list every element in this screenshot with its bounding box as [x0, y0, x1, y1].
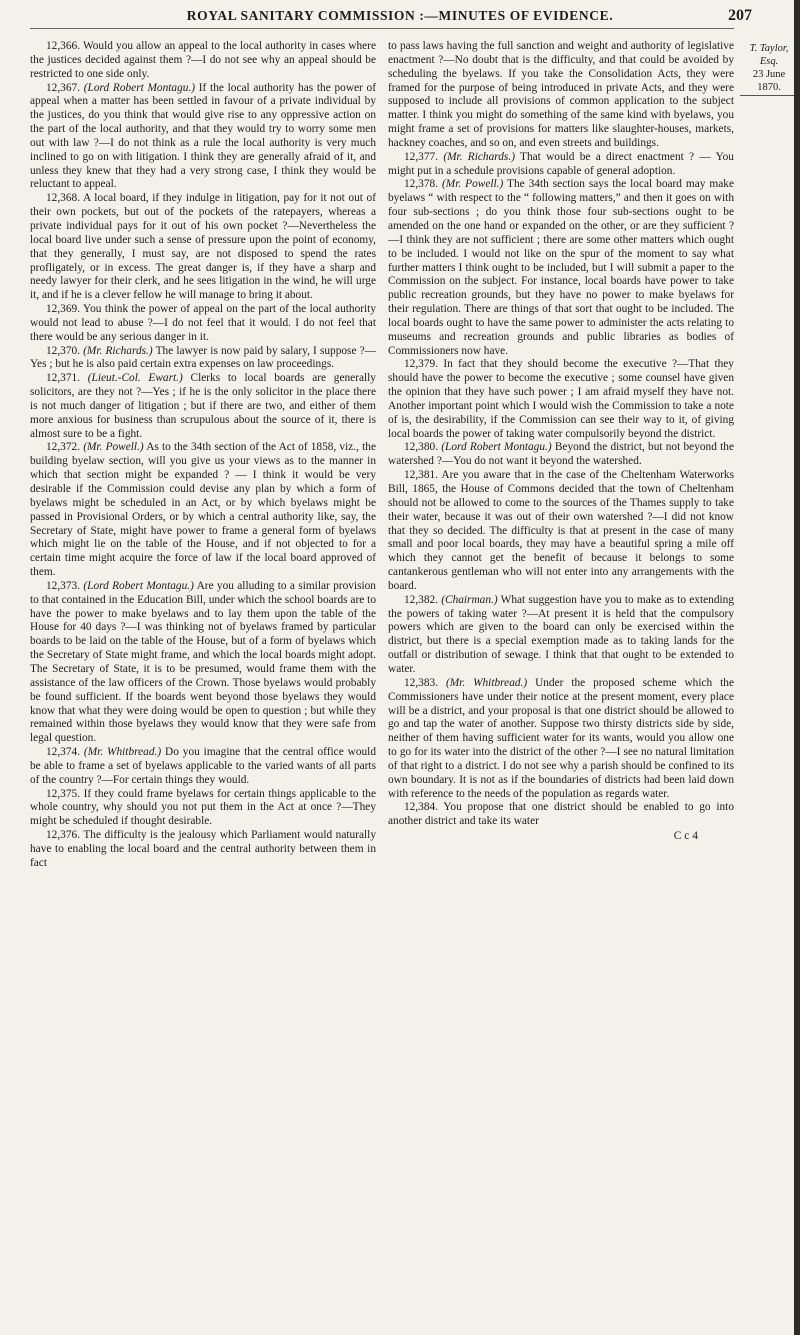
evidence-text: A local board, if they indulge in litigation, pay for it not out of their own pockets, but out of the pockets of the ratepayers, whereas a private individual pays for it out of his own pocket ?—Nevertheless the local board live under such a sense of pressure upon the point of economy, that they generally, I must say, are not disposed to spend the rates profligately, or in excess. The great danger is, if they have a sharp and needy lawyer for their clerk, and he sees litigation in the wind, he will urge it, and if he is a clever fellow he will manage to bring it about. [30, 192, 376, 302]
evidence-text: Do you imagine that the central office would be able to frame a set of byelaws applicable to the varied wants of all parts of the country ?—For certain things they would. [30, 746, 376, 786]
evidence-paragraph [388, 178, 734, 358]
speaker-name: (Mr. Richards.) [83, 344, 153, 357]
speaker-name: (Lord Robert Montagu.) [441, 441, 552, 454]
evidence-paragraph [30, 192, 376, 303]
question-number: 12,373. [46, 579, 81, 592]
speaker-name: (Lord Robert Montagu.) [83, 579, 194, 592]
evidence-paragraph [30, 345, 376, 373]
evidence-text: What suggestion have you to make as to extending the powers of taking water ?—At present it is held that the compulsory powers which are given to the board can only be exercised within the district, but there is a special exemption made as to taking lands for the outfall or distribution of sewage. I think that that ought to be extended to water. [388, 593, 734, 675]
evidence-paragraph [30, 441, 376, 579]
evidence-text: Clerks to local boards are generally solicitors, are they not ?—Yes ; if he is the only solicitor in the place there is not much danger of litigation ; but if there are two, and either of them more anxious for business than scrupulous about the source of it, there is almost sure to be a fight. [30, 372, 376, 440]
evidence-paragraph [388, 441, 734, 469]
running-title: ROYAL SANITARY COMMISSION :—MINUTES OF EVIDENCE. [186, 8, 614, 23]
question-number: 12,382. [404, 593, 439, 606]
question-number: 12,384. [404, 801, 439, 814]
evidence-text: Under the proposed scheme which the Commissioners have under their notice at the present moment, every place will be a district, and your proposal is that one district should be allowed to go and tap the water of another. Suppose two thirsty districts side by side, neither of them having sufficient water for its wants, would you allow one to go for its water into the district of the other ?—I see no natural limitation of that right to a district. I do not see why a parish should be confined to its own boundary. It is not as if the boundaries of districts had been laid down with reference to the needs of the population as regards water. [388, 676, 734, 800]
evidence-paragraph [388, 677, 734, 802]
evidence-text: The difficulty is the jealousy which Parliament would naturally have to enabling the local board and the central authority between them in fact [30, 829, 376, 869]
speaker-name: (Mr. Powell.) [442, 178, 504, 191]
evidence-text: If the local authority has the power of appeal when a matter has been settled in favour of a private individual by the justices, do you think that would give rise to any oppressive action on the part of the local authority, and that they would try to worry some men out with law ?—I do not think as a rule the local authority is very much inclined to go on with litigation. I think they are generally afraid of it, and unless they knew that they had a very strong case, I think they would be reluctant to appeal. [30, 81, 376, 191]
question-number: 12,381. [404, 469, 439, 482]
evidence-paragraph [30, 788, 376, 830]
witness-margin-note [740, 42, 798, 96]
speaker-name: (Lieut.-Col. Ewart.) [87, 372, 183, 385]
speaker-name: (Mr. Whitbread.) [445, 676, 528, 689]
speaker-name: (Mr. Powell.) [83, 441, 144, 454]
question-number: 12,371. [46, 372, 81, 385]
evidence-paragraph [388, 151, 734, 179]
evidence-paragraph [30, 303, 376, 345]
right-column [388, 40, 734, 844]
page-number: 207 [728, 7, 752, 24]
speaker-name: (Mr. Richards.) [443, 150, 515, 163]
evidence-text: to pass laws having the full sanction and weight and authority of legislative enactment ?—No doubt that is the difficulty, and that could be avoided by scheduling the byelaws. If you take the Consolidation Acts, they were framed for the purpose of being introduced in private Acts, and they were supposed to include all provisions of common application to the subject matter. I think you might do something of the same kind with byelaws, you might frame a set of provisions for matters like slaughter-houses, markets, hackney coaches, and so on, and even streets and buildings. [388, 40, 734, 149]
evidence-paragraph [30, 40, 376, 82]
left-column [30, 40, 376, 871]
evidence-text: The 34th section says the local board may make byelaws “ with respect to the “ following matters,” and then it goes on with four sub-sections ; do you think those four sub-sections ought to be amended on the one hand or expanded on the other, or are they sufficient ?—I think they are not sufficient ; there are some other matters which ought to be included. I would not like on the spur of the moment to say what further matters I think ought to be included, but I will submit a paper to the Commission on the subject. For instance, local boards have power to take public recreation grounds, but they have no power to make byelaws for their regulation. There are things of that sort that ought to be included. The local boards ought to have the same power to administer the acts relating to museums and recreation grounds and public libraries as bodies of Commissioners now have. [388, 178, 734, 357]
question-number: 12,368. [46, 192, 81, 205]
speaker-name: (Chairman.) [441, 593, 498, 606]
evidence-paragraph [30, 746, 376, 788]
question-number: 12,377. [404, 150, 439, 163]
page-edge [794, 0, 800, 1335]
speaker-name: (Lord Robert Montagu.) [83, 81, 196, 94]
evidence-paragraph [388, 358, 734, 441]
question-number: 12,374. [46, 746, 81, 759]
evidence-text: Are you alluding to a similar provision to that contained in the Education Bill, under which the school boards are to have the power to make byelaws and to lay them upon the table of the House for 40 days ?—I was thinking not of byelaws framed by particular boards to be laid on the table of the House, but of a form of byelaws which the Secretary of State might frame, and which the local boards might adopt. The Secretary of State, it is to be presumed, would frame them with the assistance of the law officers of the Crown. Those byelaws would probably be found sufficient. If the boards went beyond those byelaws they would know that what they were doing would be open to question ; but while they remained within those byelaws they would know that they were safe from legal question. [30, 579, 376, 745]
evidence-paragraph [30, 829, 376, 871]
question-number: 12,380. [404, 441, 439, 454]
speaker-name: (Mr. Whitbread.) [83, 746, 162, 759]
question-number: 12,378. [404, 178, 439, 191]
question-number: 12,367. [46, 81, 81, 94]
question-number: 12,379. [404, 358, 439, 371]
evidence-text: Beyond the district, but not beyond the watershed ?—You do not want it beyond the watershed. [388, 441, 734, 468]
evidence-paragraph [30, 580, 376, 746]
evidence-text: Are you aware that in the case of the Cheltenham Waterworks Bill, 1865, the House of Commons decided that the town of Cheltenham should not be allowed to come to the sources of the Thames supply to take their water, because it was out of their own watershed ?—I did not know that they so decided. The difficulty is that at present in the case of many small and poor local boards, they may have a beautiful spring a mile off which they cannot get the benefit of because it belongs to some cantankerous gentleman who will not enter into any arrangements with the board. [388, 469, 734, 592]
evidence-text: As to the 34th section of the Act of 1858, viz., the building byelaw section, will you give us your views as to the manner in which that section might be expanded ? — I think it would be very desirable if the Commission could devise any plan by which a form of byelaws might be scheduled in an Act, or by which byelaws might be passed in Provisional Orders, or by which a central authority like, say, the Secretary of State, might have power to frame a general form of byelaws which might lie on the table of the House, and if not objected to for a certain time might acquire the force of law if the local board approved of them. [30, 441, 376, 579]
evidence-paragraph [388, 40, 734, 151]
witness-date: 23 June 1870. [740, 68, 798, 96]
evidence-text: Would you allow an appeal to the local authority in cases where the justices decided against them ?—I do not see why an appeal should be restricted to one side only. [30, 40, 376, 80]
question-number: 12,372. [46, 441, 81, 454]
evidence-paragraph [30, 372, 376, 441]
evidence-text: You propose that one district should be enabled to go into another district and take its water [388, 801, 734, 828]
signature-mark: C c 4 [673, 830, 698, 843]
witness-name: T. Taylor, Esq. [749, 43, 789, 67]
evidence-text: You think the power of appeal on the part of the local authority would not lead to abuse ?—I do not feel that it would. I do not feel that there would be any serious danger in it. [30, 303, 376, 343]
header-rule [30, 28, 734, 29]
evidence-paragraph [30, 82, 376, 193]
question-number: 12,366. [46, 40, 81, 52]
evidence-paragraph [388, 594, 734, 677]
question-number: 12,375. [46, 787, 81, 800]
evidence-text: The lawyer is now paid by salary, I suppose ?—Yes ; but he is also paid certain extra expenses on law proceedings. [30, 344, 376, 371]
page-header [0, 6, 800, 30]
evidence-paragraph [388, 469, 734, 594]
question-number: 12,383. [404, 676, 439, 689]
evidence-paragraph [388, 801, 734, 829]
evidence-text: If they could frame byelaws for certain things applicable to the whole country, why should you not put them in the Act at once ?—They might be scheduled if thought desirable. [30, 787, 376, 828]
question-number: 12,376. [46, 829, 81, 842]
question-number: 12,369. [46, 303, 81, 316]
evidence-text: In fact that they should become the executive ?—That they should have the power to become the executive ; some counsel have given the opinion that they have such power ; I am afraid myself they have not. Another important point which I would wish the Commission to take a note of is, the desirability, if the Commission can see their way to it, of giving local boards the power of taking water compulsorily beyond the district. [388, 358, 734, 440]
evidence-text: That would be a direct enactment ? — You might put in a schedule provisions capable of general adoption. [388, 150, 734, 177]
question-number: 12,370. [46, 344, 81, 357]
